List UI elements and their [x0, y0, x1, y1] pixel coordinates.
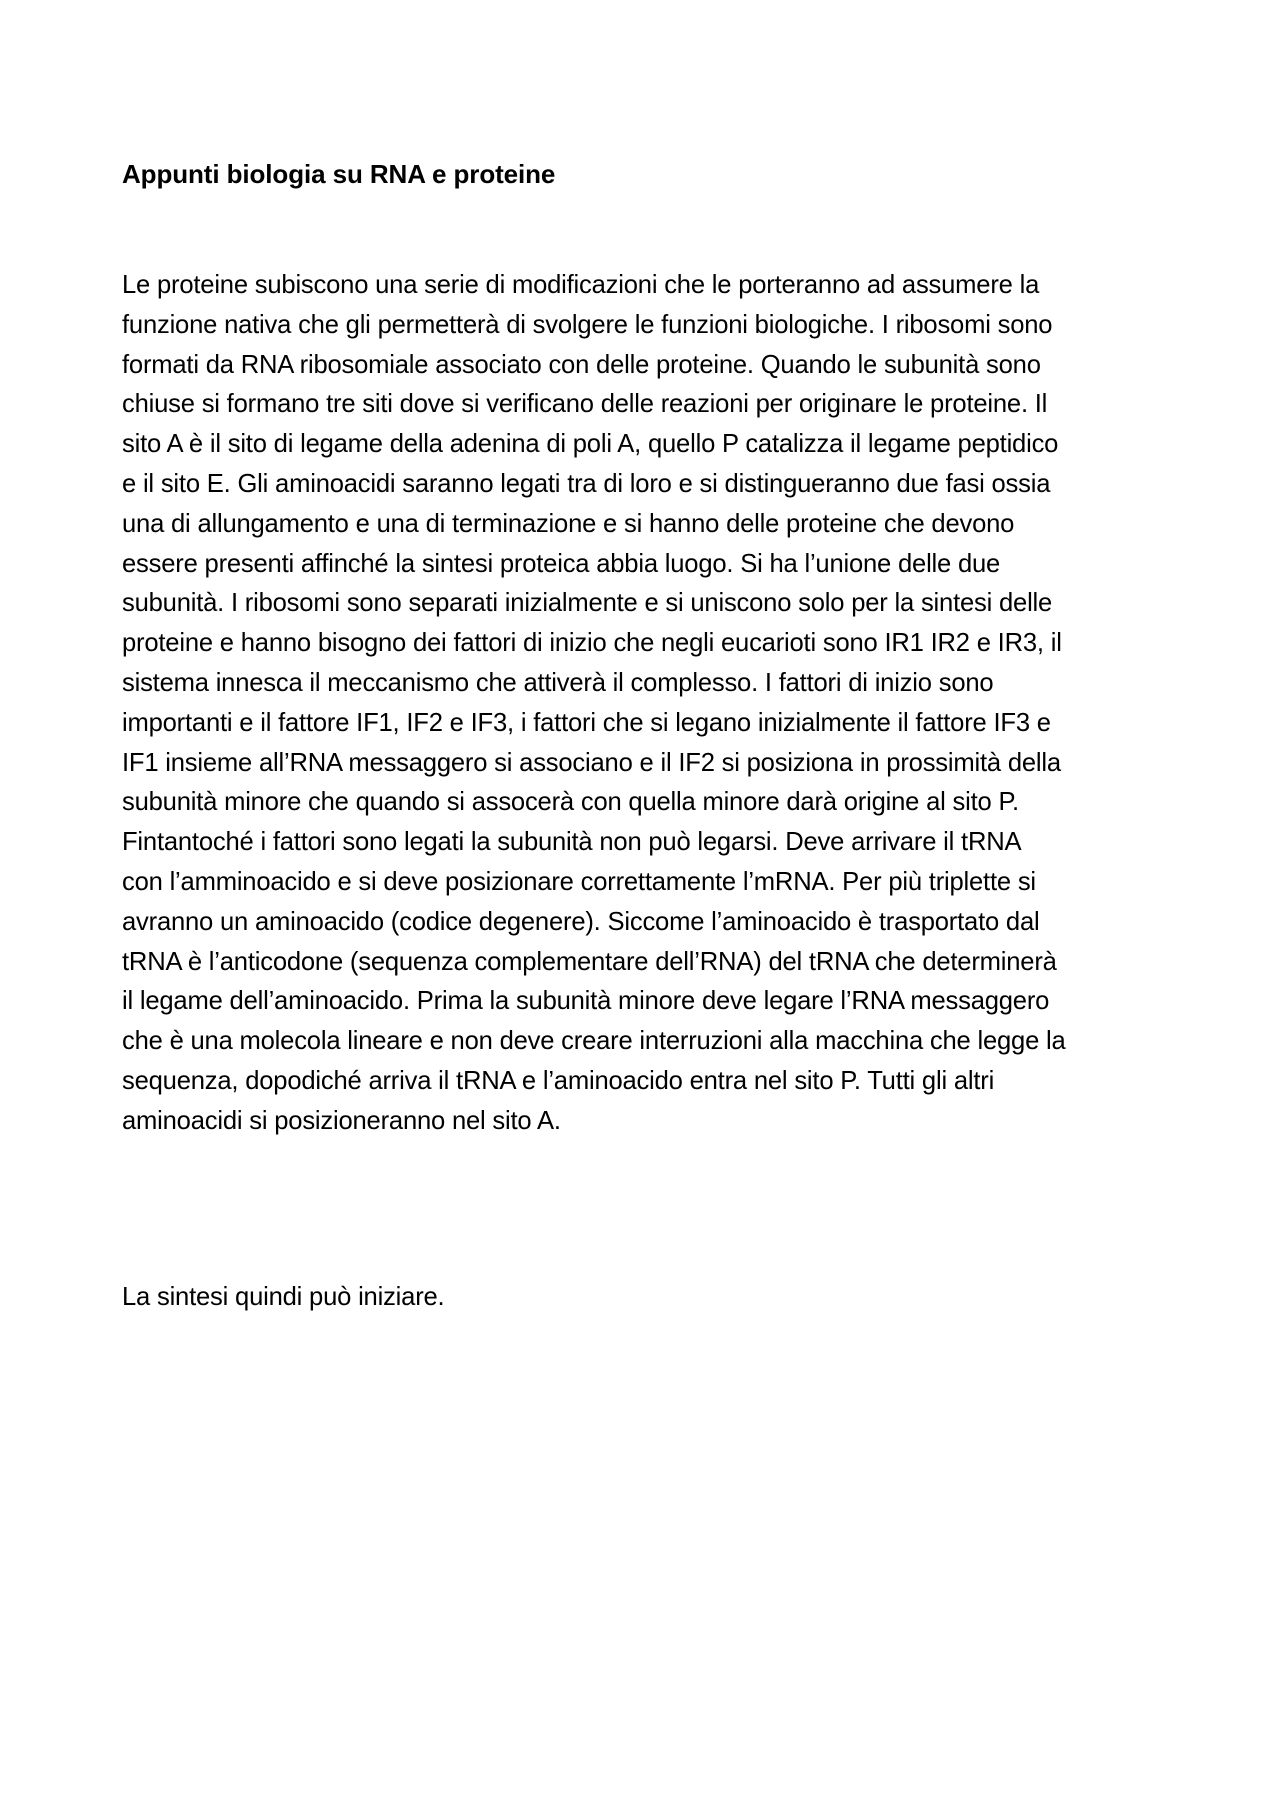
paragraph-line: proteine e hanno bisogno dei fattori di inizio che negli eucarioti sono IR1 IR2 e IR3, il: [122, 629, 1062, 658]
document-title: Appunti biologia su RNA e proteine: [122, 159, 556, 189]
main-paragraph: [122, 266, 1162, 1142]
paragraph-line: funzione nativa che gli permetterà di svolgere le funzioni biologiche. I ribosomi sono: [122, 310, 1053, 339]
paragraph-line: sequenza, dopodiché arriva il tRNA e l’aminoacido entra nel sito P. Tutti gli altri: [122, 1066, 995, 1095]
closing-line: La sintesi quindi può iniziare.: [122, 1283, 445, 1311]
paragraph-line: con l’amminoacido e si deve posizionare correttamente l’mRNA. Per più triplette si: [122, 867, 1036, 896]
paragraph-line: essere presenti affinché la sintesi proteica abbia luogo. Si ha l’unione delle due: [122, 549, 1001, 578]
paragraph-line: Le proteine subiscono una serie di modificazioni che le porteranno ad assumere la: [122, 271, 1040, 299]
paragraph-line: una di allungamento e una di terminazione e si hanno delle proteine che devono: [122, 509, 1015, 538]
paragraph-line: che è una molecola lineare e non deve creare interruzioni alla macchina che legge la: [122, 1027, 1066, 1056]
paragraph-line: il legame dell’aminoacido. Prima la subunità minore deve legare l’RNA messaggero: [122, 987, 1050, 1016]
paragraph-line: importanti e il fattore IF1, IF2 e IF3, i fattori che si legano inizialmente il fattore IF3 e: [122, 708, 1051, 737]
paragraph-line: subunità. I ribosomi sono separati inizialmente e si uniscono solo per la sintesi delle: [122, 589, 1053, 618]
paragraph-line: tRNA è l’anticodone (sequenza complementare dell’RNA) del tRNA che determinerà: [122, 947, 1057, 976]
paragraph-line: avranno un aminoacido (codice degenere). Siccome l’aminoacido è trasportato dal: [122, 907, 1040, 936]
paragraph-line: formati da RNA ribosomiale associato con delle proteine. Quando le subunità sono: [122, 350, 1041, 379]
paragraph-line: e il sito E. Gli aminoacidi saranno legati tra di loro e si distingueranno due fasi ossia: [122, 469, 1051, 498]
paragraph-line: aminoacidi si posizioneranno nel sito A.: [122, 1106, 561, 1135]
paragraph-line: sito A è il sito di legame della adenina di poli A, quello P catalizza il legame peptidico: [122, 430, 1059, 459]
paragraph-line: chiuse si formano tre siti dove si verificano delle reazioni per originare le proteine. Il: [122, 390, 1048, 419]
paragraph-line: subunità minore che quando si assocerà con quella minore darà origine al sito P.: [122, 788, 1019, 817]
paragraph-line: sistema innesca il meccanismo che attiverà il complesso. I fattori di inizio sono: [122, 668, 994, 697]
paragraph-line: IF1 insieme all’RNA messaggero si associano e il IF2 si posiziona in prossimità della: [122, 748, 1061, 777]
paragraph-line: Fintantoché i fattori sono legati la subunità non può legarsi. Deve arrivare il tRNA: [122, 828, 1022, 857]
